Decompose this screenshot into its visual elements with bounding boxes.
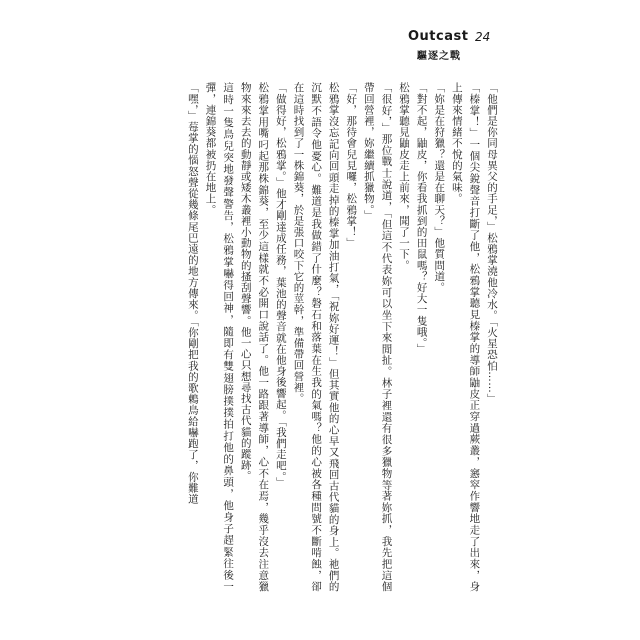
paragraph: 這時一隻鳥兒突地發聲警告，松鴉掌嚇得回神，隨即有雙翅膀撲撲拍打他的鼻頭，他身子趕緊往後一彈，連錦葵都被扔在地上。 (204, 82, 235, 592)
vertical-text-body (140, 82, 500, 592)
paragraph: 「好，那待會兒見囉，松鴉掌！」 (345, 82, 358, 249)
paragraph: 「做得好，松鴉掌。」他才剛達成任務，葉池的聲音就在他身後響起。「我們走吧。」 (274, 82, 287, 489)
paragraph: 「他們是你同母異父的手足，」松鴉掌澆他冷水。「火星恐怕……」 (486, 82, 498, 405)
paragraph: 「嘿，」莓掌的惱怒聲從幾條尾巴遠的地方傳來。「你剛把我的歌鶇鳥給嚇跑了，你難道 (186, 82, 199, 505)
paragraph: 「妳是在狩獵？還是在聊天？」他質問道。 (433, 82, 446, 293)
paragraph: 松鴉掌用嘴叼起那株錦葵，至少這樣就不必開口說話了。他一路跟著導師，心不在焉，幾乎沒去注意獵物來來去去的動靜或矮木叢裡小動物的搔刮聲響。他一心只想尋找古代貓的蹤跡。 (239, 82, 270, 592)
page-number: 24 (475, 30, 491, 44)
paragraph: 「榛掌！」一個尖銳聲音打斷了他，松鴉掌聽見榛掌的導師鼬皮正穿過蕨叢，窸窣作響地走了出來，身上傳來情緒不悅的氣味。 (450, 82, 481, 592)
paragraph: 松鴉掌沒忘記向回頭走掉的榛掌加油打氣，「祝妳好運！」但其實他的心早又飛回古代貓的身上。祂們的沉默不語令他憂心。難道是我做錯了什麼？磐石和落葉在生我的氣嗎？他的心被各種問號不斷啃蝕，卻在這時找到了一株錦葵，於是張口咬下它的莖幹，準備帶回營裡。 (292, 82, 340, 592)
paragraph: 「對不起，鼬皮，你看我抓到的田鼠嗎？好大一隻哦。」 (415, 82, 428, 355)
chapter-title: 驅逐之戰 (417, 51, 461, 62)
running-header-title: Outcast (408, 29, 469, 44)
paragraph: 「很好，」那位戰士說道，「但這不代表妳可以坐下來閒扯。林子裡還有很多獵物等著妳抓，我先把這個帶回營裡，妳繼續抓獵物。」 (362, 82, 393, 592)
paragraph: 松鴉掌聽見鼬皮走上前來，聞了一下。 (398, 82, 411, 271)
